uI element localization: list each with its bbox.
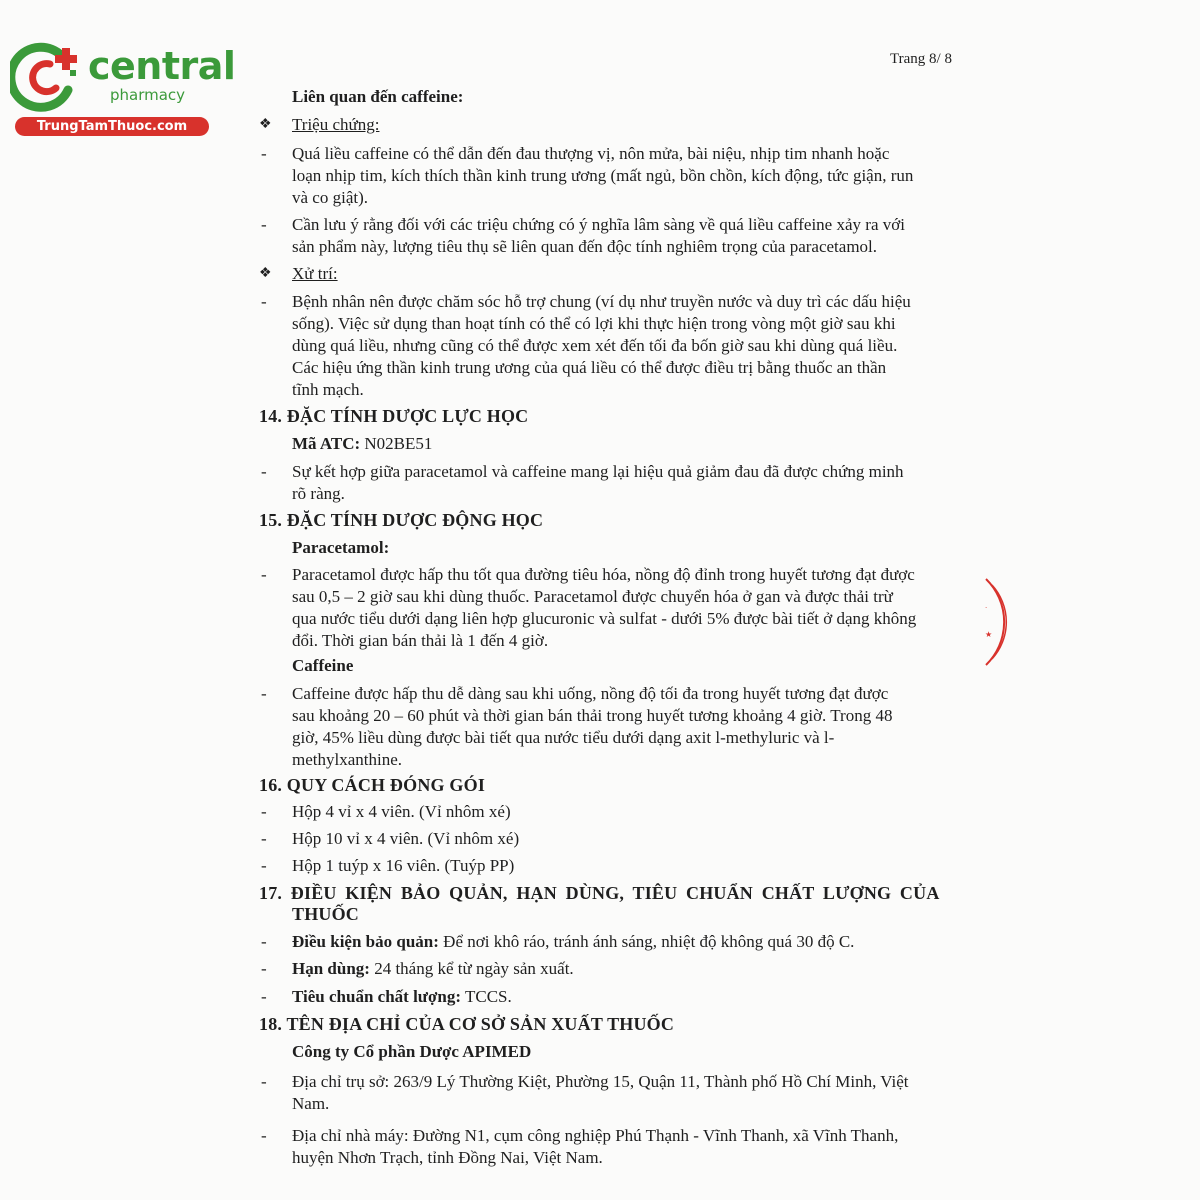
paracetamol-line: đổi. Thời gian bán thải là 1 đến 4 giờ.: [292, 631, 549, 650]
dash-bullet: -: [261, 292, 267, 311]
dash-bullet: -: [261, 932, 267, 951]
paracetamol-line: Paracetamol được hấp thu tốt qua đường tiêu hóa, nồng độ đỉnh trong huyết tương đạt được: [292, 565, 915, 584]
dash-bullet: -: [261, 829, 267, 848]
svg-text:★: ★: [985, 630, 993, 639]
brand-subtitle: pharmacy: [110, 86, 186, 104]
storage-label: Điều kiện bảo quản:: [292, 932, 439, 951]
s14-line: Sự kết hợp giữa paracetamol và caffeine mang lại hiệu quả giảm đau đã được chứng minh: [292, 462, 904, 481]
quality-value: TCCS.: [461, 987, 512, 1006]
stamp-fragment-icon: [980, 575, 1012, 670]
paracetamol-label: Paracetamol:: [292, 538, 390, 557]
svg-text:·: ·: [985, 604, 988, 612]
package-item: Hộp 10 vỉ x 4 viên. (Vỉ nhôm xé): [292, 829, 520, 848]
section-18-heading: 18. TÊN ĐỊA CHỈ CỦA CƠ SỞ SẢN XUẤT THUỐC: [259, 1014, 675, 1034]
caffeine-line: sau khoảng 20 – 60 phút và thời gian bán thải trong huyết tương khoảng 4 giờ. Trong 48: [292, 706, 893, 725]
company-name: Công ty Cổ phần Dược APIMED: [292, 1042, 532, 1061]
logo-mark-icon: [10, 38, 90, 114]
caffeine-line: methylxanthine.: [292, 750, 403, 769]
atc-value: N02BE51: [364, 434, 433, 453]
symptoms-p2-line: sản phẩm này, lượng tiêu thụ sẽ liên quan đến độc tính nghiêm trọng của paracetamol.: [292, 237, 878, 256]
quality-label: Tiêu chuẩn chất lượng:: [292, 987, 462, 1006]
factory-address-line: Địa chỉ nhà máy: Đường N1, cụm công nghiệp Phú Thạnh - Vĩnh Thanh, xã Vĩnh Thanh,: [292, 1126, 899, 1145]
page-number: Trang 8/ 8: [890, 51, 952, 67]
package-item: Hộp 1 tuýp x 16 viên. (Tuýp PP): [292, 856, 515, 875]
quality-standard: [292, 987, 512, 1007]
caffeine-section-title: Liên quan đến caffeine:: [292, 87, 464, 106]
treatment-line: tĩnh mạch.: [292, 380, 364, 399]
symptoms-p1-line: và co giật).: [292, 188, 368, 207]
treatment-line: sống). Việc sử dụng than hoạt tính có thể có lợi khi thực hiện trong vòng một giờ sau khi: [292, 314, 896, 333]
section-17-heading-cont: THUỐC: [292, 904, 360, 924]
section-16-heading: 16. QUY CÁCH ĐÓNG GÓI: [259, 775, 486, 795]
dash-bullet: -: [261, 802, 267, 821]
paracetamol-line: qua nước tiểu dưới dạng liên hợp glucuronic và sulfat - dưới 5% được bài tiết ở dạng không: [292, 609, 917, 628]
atc-code: [292, 434, 432, 454]
treatment-line: Các hiệu ứng thần kinh trung ương của quá liều có thể được điều trị bằng thuốc an thần: [292, 358, 887, 377]
dash-bullet: -: [261, 462, 267, 481]
section-17-heading: 17. ĐIỀU KIỆN BẢO QUẢN, HẠN DÙNG, TIÊU CHUẨN CHẤT LƯỢNG CỦA: [259, 883, 940, 903]
storage-value: Để nơi khô ráo, tránh ánh sáng, nhiệt độ không quá 30 độ C.: [438, 932, 855, 951]
dash-bullet: -: [261, 144, 267, 163]
package-item: Hộp 4 vỉ x 4 viên. (Vỉ nhôm xé): [292, 802, 511, 821]
treatment-line: Bệnh nhân nên được chăm sóc hỗ trợ chung (ví dụ như truyền nước và duy trì các dấu hiệu: [292, 292, 911, 311]
symptoms-label: Triệu chứng:: [292, 115, 380, 134]
caffeine-label: Caffeine: [292, 656, 354, 675]
dash-bullet: -: [261, 987, 267, 1006]
brand-name: central: [88, 44, 236, 88]
dash-bullet: -: [261, 565, 267, 584]
dash-bullet: -: [261, 684, 267, 703]
hq-address-line: Nam.: [292, 1094, 330, 1113]
dash-bullet: -: [261, 959, 267, 978]
s14-line: rõ ràng.: [292, 484, 345, 503]
symptoms-p2-line: Cần lưu ý rằng đối với các triệu chứng có ý nghĩa lâm sàng về quá liều caffeine xảy ra với: [292, 215, 905, 234]
factory-address-line: huyện Nhơn Trạch, tỉnh Đồng Nai, Việt Nam.: [292, 1148, 603, 1167]
dash-bullet: -: [261, 1126, 267, 1145]
atc-label: Mã ATC:: [292, 434, 361, 453]
expiry-value: 24 tháng kể từ ngày sản xuất.: [369, 959, 574, 978]
dash-bullet: -: [261, 856, 267, 875]
expiry-label: Hạn dùng:: [292, 959, 370, 978]
section-14-heading: 14. ĐẶC TÍNH DƯỢC LỰC HỌC: [259, 406, 529, 426]
dash-bullet: -: [261, 1072, 267, 1091]
treatment-line: dùng quá liều, nhưng cũng có thể được xem xét đến tối đa bốn giờ sau khi dùng quá liều.: [292, 336, 898, 355]
caffeine-line: giờ, 45% liều dùng được bài tiết qua nước tiểu dưới dạng axit l-methyluric và l-: [292, 728, 835, 747]
storage-condition: [292, 932, 854, 952]
caffeine-line: Caffeine được hấp thu dễ dàng sau khi uống, nồng độ tối đa trong huyết tương đạt được: [292, 684, 889, 703]
hq-address-line: Địa chỉ trụ sở: 263/9 Lý Thường Kiệt, Phường 15, Quận 11, Thành phố Hồ Chí Minh, Việt: [292, 1072, 909, 1091]
paracetamol-line: sau 0,5 – 2 giờ sau khi dùng thuốc. Paracetamol được chuyển hóa ở gan và được thải trừ: [292, 587, 893, 606]
symptoms-p1-line: loạn nhịp tim, kích thích thần kinh trung ương (mất ngủ, bồn chồn, kích động, tức giận, run: [292, 166, 914, 185]
treatment-label: Xử trí:: [292, 264, 338, 283]
section-15-heading: 15. ĐẶC TÍNH DƯỢC ĐỘNG HỌC: [259, 510, 544, 530]
dash-bullet: -: [261, 215, 267, 234]
symptoms-p1-line: Quá liều caffeine có thể dẫn đến đau thượng vị, nôn mửa, bài niệu, nhịp tim nhanh hoặc: [292, 144, 890, 163]
expiry: [292, 959, 574, 979]
diamond-bullet: ❖: [259, 117, 272, 132]
brand-website: TrungTamThuoc.com: [15, 117, 209, 136]
diamond-bullet: ❖: [259, 266, 272, 281]
